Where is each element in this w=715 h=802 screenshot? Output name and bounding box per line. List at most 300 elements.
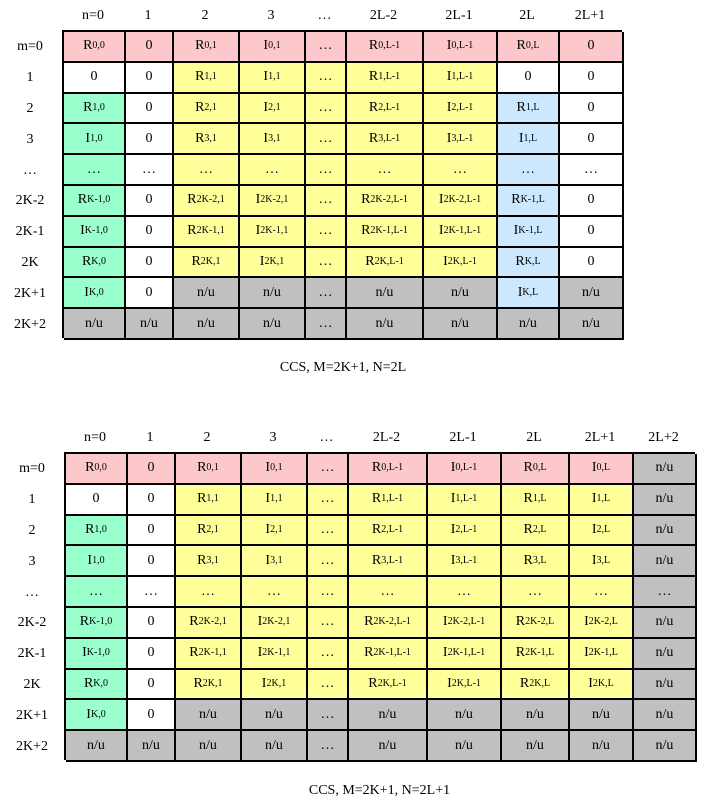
table2-cell: I 2,1 [242,516,308,547]
cell-value: R [368,130,379,146]
table1-cell: R K,L [498,248,560,279]
table2-cell: I 0,L-1 [428,454,502,485]
table1-cell: R 2K,1 [174,248,240,279]
table2-cell [128,700,176,731]
table2-cell: R 2K,L [502,670,570,701]
table2-cell [128,546,176,577]
table1-cell [498,63,560,94]
table1-cell: I 3,L-1 [424,124,498,155]
table1-cell: R K,0 [64,248,126,279]
cell-value: n/u [378,737,397,753]
cell-value: I [257,614,263,630]
cell-value: 0 [147,645,155,661]
table2-cell: R 0,0 [66,454,128,485]
cell-value: … [320,583,335,599]
cell-value: … [521,161,535,177]
table2-col-header: 2L+2 [648,430,679,445]
cell-value: 0 [90,69,98,85]
table1-cell [424,155,498,186]
table2-cell: I 2K-1,L [570,639,634,670]
table2-cell [502,700,570,731]
cell-value: R [523,521,533,537]
table2-cell [176,577,242,608]
table1-col-header: 1 [144,8,152,23]
cell-value: R [79,614,90,630]
table2-col-header: … [319,430,334,445]
table2-col-header: 2L+1 [584,430,616,445]
table2-cell: R 1,L [502,485,570,516]
cell-value: … [453,161,467,177]
table2-cell: I 1,L-1 [428,485,502,516]
table1-cell [498,155,560,186]
table2-cell [308,577,349,608]
table2-row-header: 3 [28,553,36,569]
table1-cell: I 2K-2,1 [240,186,306,217]
table2-cell [634,577,697,608]
cell-value: … [320,675,335,691]
cell-value: … [584,161,598,177]
table2-cell: R 2K-2,1 [176,608,242,639]
table2-cell [308,454,349,485]
cell-value: 0 [147,552,155,568]
table1-row-header: 2K-2 [15,193,45,209]
table2-col-header: 3 [269,430,277,445]
table2-row-header: m=0 [19,461,45,477]
table2-cell: R 2,L-1 [349,516,428,547]
table1-col-header: … [317,8,332,23]
cell-value: n/u [199,737,217,753]
cell-value: n/u [375,284,394,300]
table2-cell: I 1,0 [66,546,128,577]
cell-value: I [442,614,448,630]
table1-cell [174,278,240,309]
cell-value: 0 [145,284,153,300]
table2-cell: R 1,0 [66,516,128,547]
cell-value: I [446,38,452,54]
cell-value: … [320,552,335,568]
table1-cell [306,217,347,248]
cell-value: … [657,583,672,599]
table2-cell: I 2K-1,1 [242,639,308,670]
cell-value: … [201,583,215,599]
cell-value: I [257,645,263,661]
table1-cell [424,309,498,340]
table2-cell [349,700,428,731]
table2-cell: I 2,L-1 [428,516,502,547]
table1-cell [126,94,174,125]
cell-value: I [263,69,269,85]
table2-row-header: 2 [28,523,36,538]
cell-value: R [371,460,382,476]
cell-value: n/u [655,521,674,537]
cell-value: 0 [145,130,153,146]
cell-value: R [361,223,371,239]
cell-value: I [261,675,267,691]
cell-value: I [85,130,91,146]
table1-cell [126,186,174,217]
table2-cell [308,546,349,577]
table1-row-header: 2 [26,101,34,116]
table2-cell [128,516,176,547]
cell-value: n/u [655,614,674,630]
table2-cell: I 2K-2,1 [242,608,308,639]
cell-value: 0 [587,192,595,208]
table2-cell [634,700,697,731]
table2-cell [634,608,697,639]
table1-row-header: m=0 [17,39,43,55]
table1-cell [347,278,424,309]
cell-value: n/u [199,706,217,722]
cell-value: I [265,491,271,507]
table1-cell [560,217,624,248]
table1-cell: R 2K-2,1 [174,186,240,217]
cell-value: 0 [145,253,153,269]
table1-cell: R K-1,L [498,186,560,217]
table2-cell [634,731,697,762]
cell-value: 0 [145,99,153,115]
table1-cell: R 2K-1,L-1 [347,217,424,248]
cell-value: … [528,583,542,599]
table2-cell [634,454,697,485]
table1-cell: I K-1,0 [64,217,126,248]
cell-value: R [85,521,95,537]
table2-cell: I K-1,0 [66,639,128,670]
cell-value: … [199,161,213,177]
table2-cell [349,577,428,608]
table1-cell [560,32,624,63]
table1-cell: I 2K-1,1 [240,217,306,248]
table2-cell: I 2K-2,L [570,608,634,639]
cell-value: n/u [197,284,215,300]
cell-value: 0 [147,460,155,476]
table1-cell: I 1,0 [64,124,126,155]
table2-col-header: 2L [526,430,542,445]
cell-value: I [584,614,589,630]
cell-value: n/u [592,706,610,722]
cell-value: … [457,583,471,599]
table1-cell: R 2K-1,1 [174,217,240,248]
cell-value: I [450,521,456,537]
cell-value: R [195,99,205,115]
table2-cell [308,608,349,639]
cell-value: … [320,460,335,476]
cell-value: … [318,161,333,177]
table1-cell [126,124,174,155]
table1-cell: R 3,L-1 [347,124,424,155]
table2-cell [176,731,242,762]
table1-cell [560,186,624,217]
table2-row-header: 2K [23,677,41,692]
cell-value: … [320,737,335,753]
table1-cell: R 2K-2,L-1 [347,186,424,217]
cell-value: R [197,521,207,537]
table2-cell: I 3,L [570,546,634,577]
cell-value: n/u [526,737,544,753]
cell-value: … [594,583,608,599]
table2-row-header: 2K+2 [15,738,48,754]
cell-value: … [320,491,335,507]
cell-value: I [591,460,597,476]
table2-cell: R 2K-1,1 [176,639,242,670]
table2-col-header: 1 [146,430,154,445]
table1-cell: I K,0 [64,278,126,309]
cell-value: … [318,130,333,146]
cell-value: R [77,192,88,208]
cell-value: R [191,253,201,269]
table1-cell [560,124,624,155]
table1-row-header: 2K-1 [15,224,45,240]
table1-grid [62,30,622,338]
cell-value: n/u [655,737,674,753]
table2-cell: I 3,L-1 [428,546,502,577]
table2-cell [428,700,502,731]
cell-value: 0 [147,614,155,630]
cell-value: R [85,460,95,476]
cell-value: R [515,645,526,661]
cell-value: … [318,223,333,239]
table2-cell: I 0,L [570,454,634,485]
table1-cell: I K,L [498,278,560,309]
table2-cell [634,639,697,670]
cell-value: n/u [197,315,215,331]
table1-cell: R K-1,0 [64,186,126,217]
cell-value: R [368,675,378,691]
table1-cell [560,155,624,186]
table2-cell: I K,0 [66,700,128,731]
table2-cell [308,700,349,731]
cell-value: I [450,491,456,507]
table1-cell: R 2,L-1 [347,94,424,125]
cell-value: R [361,192,371,208]
table2-cell [128,608,176,639]
table2-col-header: 2 [203,430,211,445]
table1-cell: R 0,1 [174,32,240,63]
table1-cell [64,63,126,94]
cell-value: R [189,645,199,661]
table1-cell: R 1,1 [174,63,240,94]
table2-row-header: 2K-1 [17,646,47,662]
table2-cell [634,546,697,577]
cell-value: … [318,315,333,331]
table2-cell [502,577,570,608]
cell-value: n/u [140,315,158,331]
cell-value: I [588,675,593,691]
cell-value: I [259,253,265,269]
table2-col-header: 2L-2 [372,430,401,445]
cell-value: R [516,38,526,54]
table1-cell [240,309,306,340]
table1-cell [306,248,347,279]
table2-cell [308,731,349,762]
cell-value: 0 [147,675,155,691]
table1-cell: R 0,0 [64,32,126,63]
cell-value: I [86,706,91,722]
cell-value: … [318,253,333,269]
cell-value: R [83,38,93,54]
cell-value: 0 [92,491,100,507]
cell-value: R [197,460,207,476]
table1-cell: R 1,0 [64,94,126,125]
cell-value: R [523,552,533,568]
table2-col-header: n=0 [84,430,106,445]
cell-value: … [320,645,335,661]
cell-value: 0 [587,69,595,85]
cell-value: I [438,223,444,239]
cell-value: n/u [455,706,473,722]
cell-value: R [516,99,526,115]
cell-value: R [523,491,533,507]
cell-value: … [318,38,333,54]
cell-value: R [83,675,94,691]
cell-value: I [591,521,597,537]
cell-value: … [142,161,156,177]
table2-cell [308,485,349,516]
table2-cell: R 2K-2,L-1 [349,608,428,639]
table2-cell: R 3,L [502,546,570,577]
cell-value: … [318,284,333,300]
table2-cell [242,731,308,762]
cell-value: I [438,192,444,208]
cell-value: I [265,521,271,537]
cell-value: I [446,69,452,85]
cell-value: … [87,161,101,177]
table2-cell [349,731,428,762]
cell-value: I [446,130,452,146]
table1-cell: I 1,1 [240,63,306,94]
table2-cell [308,639,349,670]
cell-value: 0 [587,38,595,54]
table2-cell [66,485,128,516]
cell-value: n/u [655,552,674,568]
table2-cell [428,731,502,762]
cell-value: n/u [263,284,281,300]
table1-cell: I 2K,1 [240,248,306,279]
cell-value: R [193,675,203,691]
table1-cell [560,94,624,125]
table1-cell: I 0,1 [240,32,306,63]
cell-value: 0 [145,38,153,54]
cell-value: I [84,284,89,300]
table2-cell: R 2,L [502,516,570,547]
table2-row-header: 2K+1 [15,707,48,723]
table2-cell: I 2K-2,L-1 [428,608,502,639]
table1-cell [347,155,424,186]
table2-cell [66,577,128,608]
table1-row-header: 1 [26,70,34,86]
cell-value: I [80,223,85,239]
cell-value: R [511,192,521,208]
cell-value: R [197,552,207,568]
table2-cell [128,454,176,485]
cell-value: n/u [375,315,394,331]
cell-value: I [517,284,523,300]
cell-value: R [523,460,533,476]
table2-grid [64,452,695,760]
cell-value: R [195,69,205,85]
table2-cell: I 1,1 [242,485,308,516]
cell-value: n/u [582,315,600,331]
caption-table-odd: CCS, M=2K+1, N=2L+1 [308,783,451,798]
table2-cell [128,731,176,762]
table2-cell [570,700,634,731]
cell-value: n/u [451,315,469,331]
table1-cell [560,309,624,340]
table2-cell: I 2,L [570,516,634,547]
cell-value: I [591,491,597,507]
cell-value: R [187,192,197,208]
table1-cell: I 2K-1,L-1 [424,217,498,248]
table2-col-header: 2L-1 [449,430,477,445]
table1-cell: I 2,L-1 [424,94,498,125]
cell-value: n/u [655,675,674,691]
table2-cell: I 1,L [570,485,634,516]
cell-value: I [518,130,524,146]
cell-value: I [447,675,452,691]
cell-value: R [195,38,205,54]
table1-cell [498,309,560,340]
table2-cell: I 3,1 [242,546,308,577]
table2-cell: R 2K-1,L-1 [349,639,428,670]
table1-col-header: 2L+1 [574,8,606,23]
table2-cell: R 1,L-1 [349,485,428,516]
cell-value: R [365,253,375,269]
table2-cell: I 2K-1,L-1 [428,639,502,670]
caption-table-even: CCS, M=2K+1, N=2L [279,360,407,375]
cell-value: R [197,491,207,507]
cell-value: … [320,521,335,537]
cell-value: I [265,552,271,568]
cell-value: R [368,99,379,115]
cell-value: I [513,223,519,239]
table1-cell [424,278,498,309]
table1-cell: I 2K-2,L-1 [424,186,498,217]
table1-cell: R 1,L [498,94,560,125]
cell-value: … [320,614,335,630]
table1-cell: R 2,1 [174,94,240,125]
table2-cell [308,670,349,701]
cell-value: n/u [655,460,674,476]
cell-value: 0 [587,99,595,115]
table1-cell [306,278,347,309]
cell-value: … [380,583,395,599]
table1-cell: I K-1,L [498,217,560,248]
table2-cell: I 0,1 [242,454,308,485]
table1-col-header: 2L-1 [445,8,473,23]
table1-cell [306,309,347,340]
cell-value: I [443,253,448,269]
table2-cell [570,731,634,762]
cell-value: R [364,645,374,661]
table2-cell: R 1,1 [176,485,242,516]
cell-value: R [189,614,199,630]
table2-cell: R 3,1 [176,546,242,577]
table1-cell [126,63,174,94]
table1-cell [174,155,240,186]
cell-value: R [515,253,525,269]
cell-value: … [318,192,333,208]
cell-value: R [368,38,379,54]
cell-value: 0 [147,706,155,722]
cell-value: I [263,38,269,54]
table1-cell [126,32,174,63]
table2-cell: R 2K-1,L [502,639,570,670]
table1-cell [126,248,174,279]
cell-value: n/u [263,315,281,331]
cell-value: … [265,161,279,177]
table1-cell [306,124,347,155]
cell-value: … [318,69,333,85]
table2-cell [66,731,128,762]
